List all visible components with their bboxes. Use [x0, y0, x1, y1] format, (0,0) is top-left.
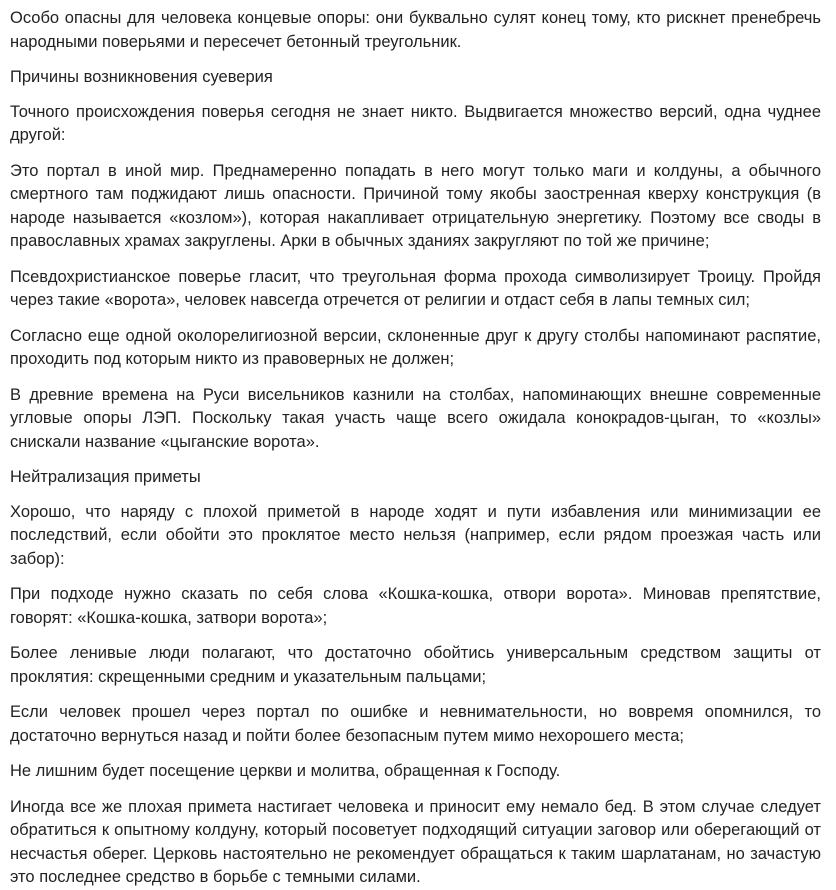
paragraph-remedies-intro: Хорошо, что наряду с плохой приметой в народе ходят и пути избавления или минимизации ее последствий, если обойти это проклятое место нельзя (например, если рядом проезжая часть или забор): — [10, 502, 821, 568]
paragraph-end-supports: Особо опасны для человека концевые опоры: они буквально сулят конец тому, кто рискнет пренебречь народными поверьями и пересечет бетонный треугольник. — [10, 9, 821, 51]
paragraph-trinity-version: Псевдохристианское поверье гласит, что треугольная форма прохода символизирует Троицу. Пройдя через такие «ворота», человек навсегда отречется от религии и отдаст себя в лапы темных сил; — [10, 267, 821, 309]
paragraph-portal-version: Это портал в иной мир. Преднамеренно попадать в него могут только маги и колдуны, а обычного смертного там поджидают лишь опасности. Причиной тому якобы заостренная кверху конструкция (в народе называется «козлом»), которая накапливает отрицательную энергетику. Поэтому все своды в православных храмах закруглены. Арки в обычных зданиях закругляют по той же причине; — [10, 161, 821, 250]
paragraph-cat-spell: При подходе нужно сказать по себя слова «Кошка-кошка, отвори ворота». Миновав препятствие, говорят: «Кошка-кошка, затвори ворота»; — [10, 585, 821, 627]
paragraph-church-prayer: Не лишним будет посещение церкви и молитва, обращенная к Господу. — [10, 762, 561, 780]
paragraph-origin: Точного происхождения поверья сегодня не знает никто. Выдвигается множество версий, одна чуднее другой: — [10, 102, 821, 144]
paragraph-gallows-version: В древние времена на Руси висельников казнили на столбах, напоминающих внешне современные угловые опоры ЛЭП. Поскольку такая участь чаще всего ожидала конокрадов-цыган, то «козлы» снискали название «цыганские ворота». — [10, 385, 821, 451]
paragraph-crossed-fingers: Более ленивые люди полагают, что достаточно обойтись универсальным средством защиты от проклятия: скрещенными средним и указательным пальцами; — [10, 644, 821, 686]
heading-causes: Причины возникновения суеверия — [10, 68, 273, 86]
heading-neutralize: Нейтрализация приметы — [10, 468, 201, 486]
paragraph-sorcerer: Иногда все же плохая примета настигает человека и приносит ему немало бед. В этом случае следует обратиться к опытному колдуну, который посоветует подходящий ситуации заговор или оберегающий от несчастья оберег. Церковь настоятельно не рекомендует обращаться к таким шарлатанам, но зачастую это последнее средство в борьбе с темными силами. — [10, 797, 821, 886]
paragraph-go-back: Если человек прошел через портал по ошибке и невнимательности, но вовремя опомнился, то достаточно вернуться назад и пойти более безопасным путем мимо нехорошего места; — [10, 703, 821, 745]
article-body — [0, 7, 836, 890]
paragraph-crucifix-version: Согласно еще одной околорелигиозной версии, склоненные друг к другу столбы напоминают распятие, проходить под которым никто из правоверных не должен; — [10, 326, 821, 368]
